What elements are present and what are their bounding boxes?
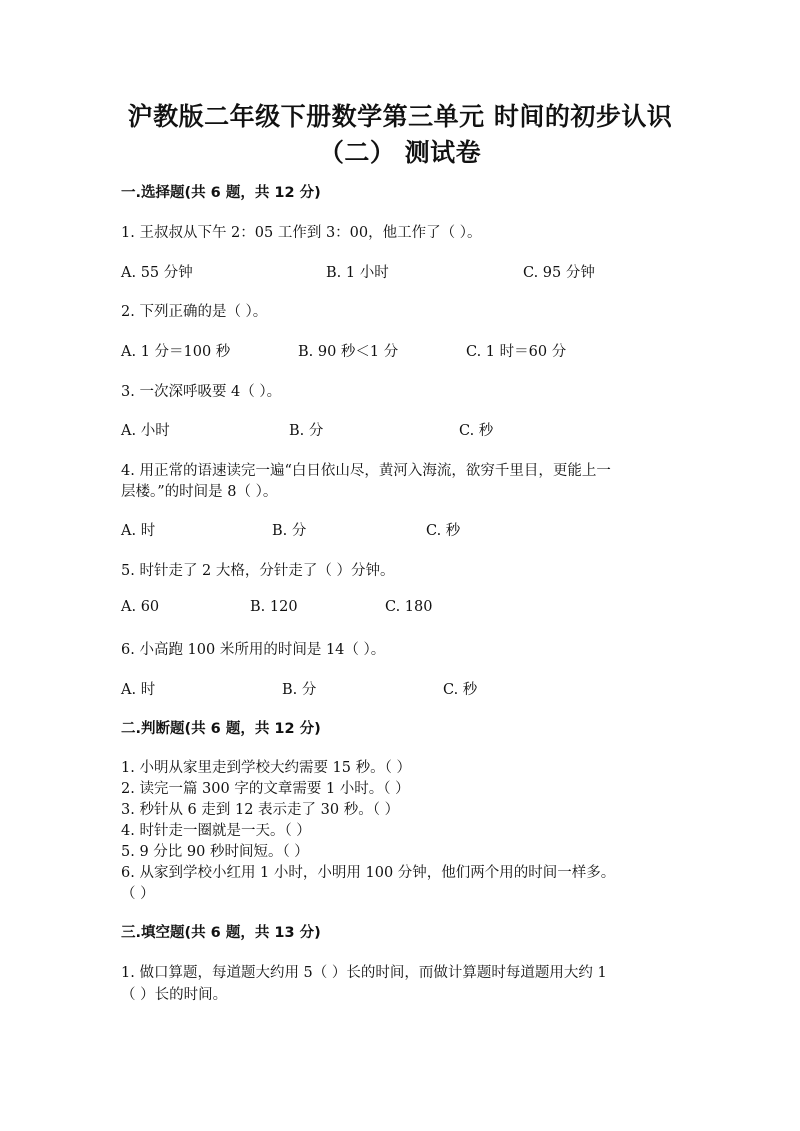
section-heading-choice: 一.选择题(共 6 题，共 12 分)	[121, 185, 321, 201]
fill-question-1-line-1: 1. 做口算题，每道题大约用 5（ ）长的时间，而做计算题时每道题用大约 1	[121, 965, 607, 981]
choice-question-2: 2. 下列正确的是（ ）。	[121, 304, 268, 320]
choice-1-option-a: A. 55 分钟	[121, 265, 193, 281]
choice-5-option-c: C. 180	[385, 599, 433, 615]
choice-6-option-a: A. 时	[121, 682, 156, 698]
section-heading-judge: 二.判断题(共 6 题，共 12 分)	[121, 721, 321, 737]
section-heading-fill: 三.填空题(共 6 题，共 13 分)	[121, 925, 321, 941]
choice-3-option-b: B. 分	[289, 423, 324, 439]
page-title-line-2: （二） 测试卷	[318, 138, 482, 167]
choice-4-option-c: C. 秒	[426, 523, 461, 539]
page-title-line-1: 沪教版二年级下册数学第三单元 时间的初步认识	[127, 102, 673, 131]
choice-4-option-b: B. 分	[272, 523, 307, 539]
judge-item-6-answer: （ ）	[121, 886, 155, 902]
choice-5-option-a: A. 60	[121, 599, 160, 615]
choice-3-option-a: A. 小时	[121, 423, 170, 439]
choice-question-6: 6. 小高跑 100 米所用的时间是 14（ ）。	[121, 642, 386, 658]
choice-question-3: 3. 一次深呼吸要 4（ ）。	[121, 384, 282, 400]
judge-item-1: 1. 小明从家里走到学校大约需要 15 秒。（ ）	[121, 760, 411, 776]
choice-question-5: 5. 时针走了 2 大格，分针走了（ ）分钟。	[121, 563, 395, 579]
choice-6-option-c: C. 秒	[443, 682, 478, 698]
choice-1-option-b: B. 1 小时	[326, 265, 389, 281]
judge-item-2: 2. 读完一篇 300 字的文章需要 1 小时。（ ）	[121, 781, 410, 797]
choice-question-1: 1. 王叔叔从下午 2：05 工作到 3：00，他工作了（ ）。	[121, 225, 482, 241]
choice-question-4-line-2: 层楼。”的时间是 8（ ）。	[121, 484, 278, 500]
judge-item-5: 5. 9 分比 90 秒时间短。（ ）	[121, 844, 309, 860]
choice-2-option-b: B. 90 秒＜1 分	[298, 344, 399, 360]
choice-question-4-line-1: 4. 用正常的语速读完一遍“白日依山尽，黄河入海流，欲穷千里目，更能上一	[121, 463, 611, 479]
choice-4-option-a: A. 时	[121, 523, 156, 539]
judge-item-6: 6. 从家到学校小红用 1 小时，小明用 100 分钟，他们两个用的时间一样多。	[121, 865, 616, 881]
judge-item-3: 3. 秒针从 6 走到 12 表示走了 30 秒。（ ）	[121, 802, 400, 818]
choice-1-option-c: C. 95 分钟	[523, 265, 595, 281]
choice-2-option-c: C. 1 时＝60 分	[466, 344, 567, 360]
choice-6-option-b: B. 分	[282, 682, 317, 698]
choice-5-option-b: B. 120	[250, 599, 298, 615]
choice-3-option-c: C. 秒	[459, 423, 494, 439]
judge-item-4: 4. 时针走一圈就是一天。（ ）	[121, 823, 311, 839]
fill-question-1-line-2: （ ）长的时间。	[121, 987, 228, 1003]
choice-2-option-a: A. 1 分＝100 秒	[121, 344, 231, 360]
